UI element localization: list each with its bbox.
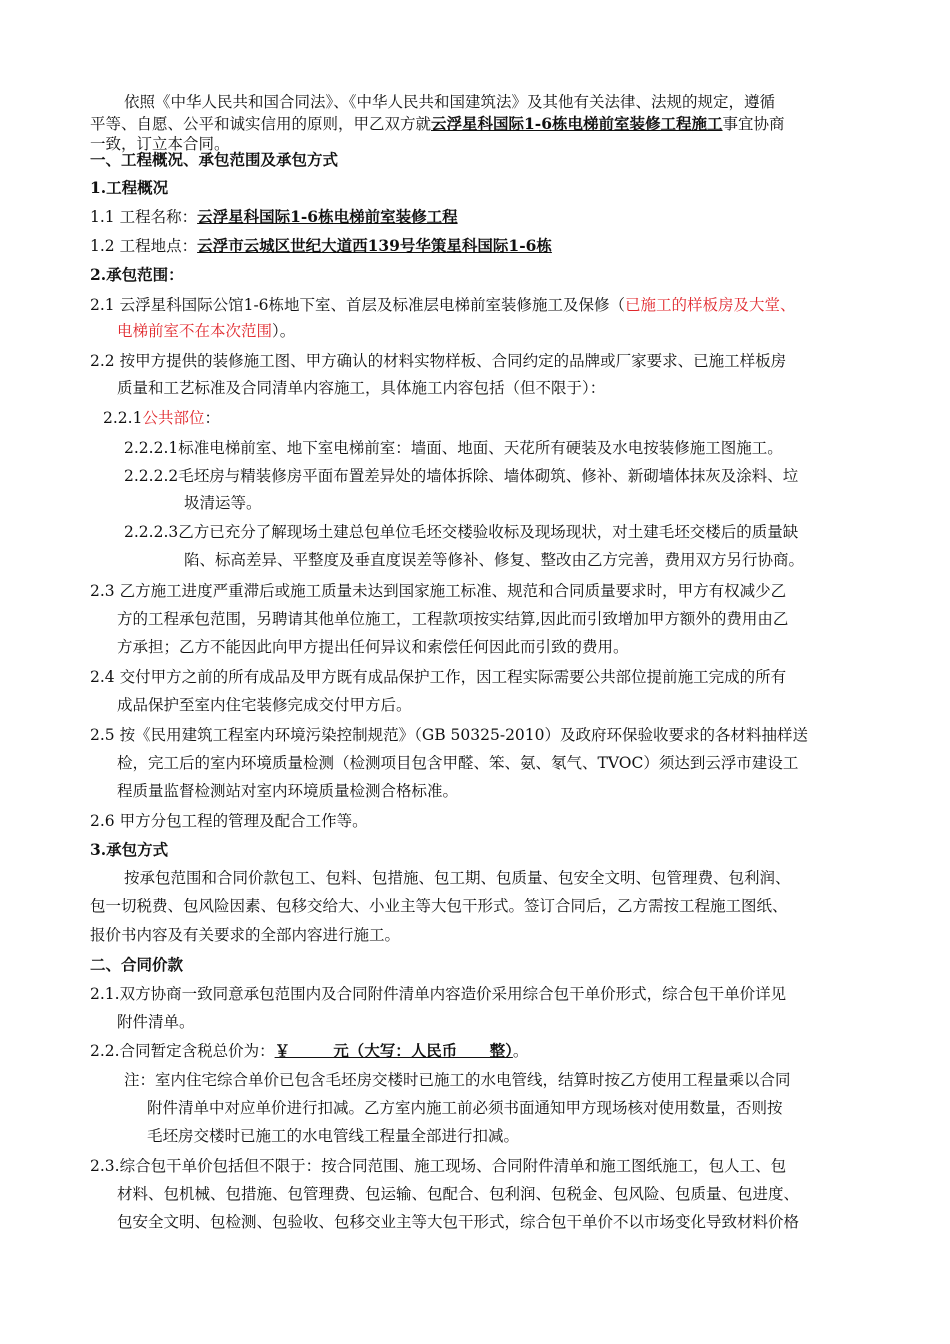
price-clause-2-1-line-1: 2.1.双方协商一致同意承包范围内及合同附件清单内容造价采用综合包干单价形式，综合包干单价详见 [90, 985, 787, 1003]
intro-project-name: 云浮星科国际1-6栋电梯前室装修工程施工 [431, 114, 723, 133]
project-location-row [90, 236, 552, 256]
note-line-3: 毛坯房交楼时已施工的水电管线工程量全部进行扣减。 [147, 1127, 520, 1145]
clause-2-2-1-number: 2.2.1 [103, 409, 143, 427]
clause-2-2-2-2-line-1: 2.2.2.2毛坯房与精装修房平面布置差异处的墙体拆除、墙体砌筑、修补、新砌墙体抹灰及涂料、垃 [124, 467, 799, 485]
clause-2-3-line-1: 2.3 乙方施工进度严重滞后或施工质量未达到国家施工标准、规范和合同质量要求时，甲方有权减少乙 [90, 582, 787, 600]
clause-2-2-2-3-line-1: 2.2.2.3乙方已充分了解现场土建总包单位毛坯交楼验收标及现场现状，对土建毛坯交楼后的质量缺 [124, 523, 799, 541]
clause-2-2-2-3-line-2: 陷、标高差异、平整度及垂直度误差等修补、修复、整改由乙方完善，费用双方另行协商。 [184, 551, 805, 569]
clause-2-2-line-1: 2.2 按甲方提供的装修施工图、甲方确认的材料实物样板、合同约定的品牌或厂家要求、已施工样板房 [90, 352, 787, 370]
price-clause-2-3-line-2: 材料、包机械、包措施、包管理费、包运输、包配合、包利润、包税金、包风险、包质量、包进度、 [117, 1185, 800, 1203]
clause-2-2-2-2-line-2: 圾清运等。 [184, 494, 262, 512]
method-line-2: 包一切税费、包风险因素、包移交给大、小业主等大包干形式。签订合同后，乙方需按工程施工图纸、 [90, 897, 788, 915]
total-price-tail: 。 [512, 1042, 529, 1060]
total-price-label: 2.2.合同暂定含税总价为： [90, 1042, 275, 1060]
clause-2-4-line-2: 成品保护至室内住宅装修完成交付甲方后。 [117, 696, 412, 714]
price-clause-2-3-line-1: 2.3.综合包干单价包括但不限于：按合同范围、施工现场、合同附件清单和施工图纸施工，包人工、包 [90, 1157, 787, 1175]
clause-2-2-1-colon: ： [204, 409, 220, 427]
scope-heading: 2.承包范围： [90, 265, 184, 284]
clause-2-3-line-2: 方的工程承包范围，另聘请其他单位施工，工程款项按实结算,因此而引致增加甲方额外的费用由乙 [117, 610, 789, 628]
project-name-label: 1.1 工程名称： [90, 208, 198, 226]
note-line-2: 附件清单中对应单价进行扣减。乙方室内施工前必须书面通知甲方现场核对使用数量，否则按 [147, 1099, 783, 1117]
intro-line-1: 依照《中华人民共和国合同法》、《中华人民共和国建筑法》及其他有关法律、法规的规定，遵循 [124, 93, 776, 111]
clause-2-2-2-1: 2.2.2.1标准电梯前室、地下室电梯前室：墙面、地面、天花所有硬装及水电按装修施工图施工。 [124, 439, 783, 457]
project-location-label: 1.2 工程地点： [90, 237, 198, 255]
intro-line-2 [90, 114, 785, 134]
clause-2-4-line-1: 2.4 交付甲方之前的所有成品及甲方既有成品保护工作，因工程实际需要公共部位提前施工完成的所有 [90, 668, 787, 686]
price-clause-2-1-line-2: 附件清单。 [117, 1013, 195, 1031]
clause-2-3-line-3: 方承担；乙方不能因此向甲方提出任何异议和索偿任何因此而引致的费用。 [117, 638, 629, 656]
clause-2-5-line-1: 2.5 按《民用建筑工程室内环境污染控制规范》（GB 50325-2010）及政府环保验收要求的各材料抽样送 [90, 726, 809, 744]
clause-2-5-line-2: 检，完工后的室内环境质量检测（检测项目包含甲醛、笨、氨、氡气、TVOC）须达到云浮市建设工 [117, 754, 799, 772]
clause-2-1-line-2 [117, 321, 295, 341]
intro-line-3: 一致，订立本合同。 [90, 135, 230, 153]
clause-2-6: 2.6 甲方分包工程的管理及配合工作等。 [90, 812, 368, 830]
intro-line-2-text: 平等、自愿、公平和诚实信用的原则，甲乙双方就 [90, 115, 432, 133]
clause-2-5-line-3: 程质量监督检测站对室内环境质量检测合格标准。 [117, 782, 459, 800]
project-name-value: 云浮星科国际1-6栋电梯前室装修工程 [197, 207, 458, 226]
clause-2-1-red-note-2: 电梯前室不在本次范围 [117, 322, 273, 340]
project-name-row [90, 207, 458, 227]
clause-2-2-1 [103, 408, 220, 428]
project-location-value: 云浮市云城区世纪大道西139号华策星科国际1-6栋 [197, 236, 552, 255]
method-line-3: 报价书内容及有关要求的全部内容进行施工。 [90, 926, 401, 944]
price-clause-2-3-line-3: 包安全文明、包检测、包验收、包移交业主等大包干形式，综合包干单价不以市场变化导致材料价格 [117, 1213, 800, 1231]
clause-2-1-text: 2.1 云浮星科国际公馆1-6栋地下室、首层及标准层电梯前室装修施工及保修（ [90, 296, 626, 314]
intro-line-2-tail: 事宜协商 [722, 115, 785, 133]
clause-2-1-red-note: 已施工的样板房及大堂、 [625, 296, 796, 314]
section-1-heading: 一、工程概况、承包范围及承包方式 [90, 150, 339, 169]
overview-heading: 1.工程概况 [90, 178, 169, 197]
clause-2-2-line-2: 质量和工艺标准及合同清单内容施工，具体施工内容包括（但不限于）： [117, 379, 606, 397]
clause-2-1-line-1 [90, 295, 796, 315]
price-clause-2-2 [90, 1041, 528, 1061]
clause-2-1-tail: ）。 [272, 322, 296, 340]
clause-2-2-1-public-areas: 公共部位 [142, 409, 205, 427]
total-price-value: ￥ 元（大写：人民币 整） [274, 1041, 513, 1060]
section-2-heading: 二、合同价款 [90, 955, 184, 974]
method-heading: 3.承包方式 [90, 840, 169, 859]
method-line-1: 按承包范围和合同价款包工、包料、包措施、包工期、包质量、包安全文明、包管理费、包利润、 [124, 869, 791, 887]
note-line-1: 注：室内住宅综合单价已包含毛坯房交楼时已施工的水电管线，结算时按乙方使用工程量乘以合同 [124, 1071, 791, 1089]
